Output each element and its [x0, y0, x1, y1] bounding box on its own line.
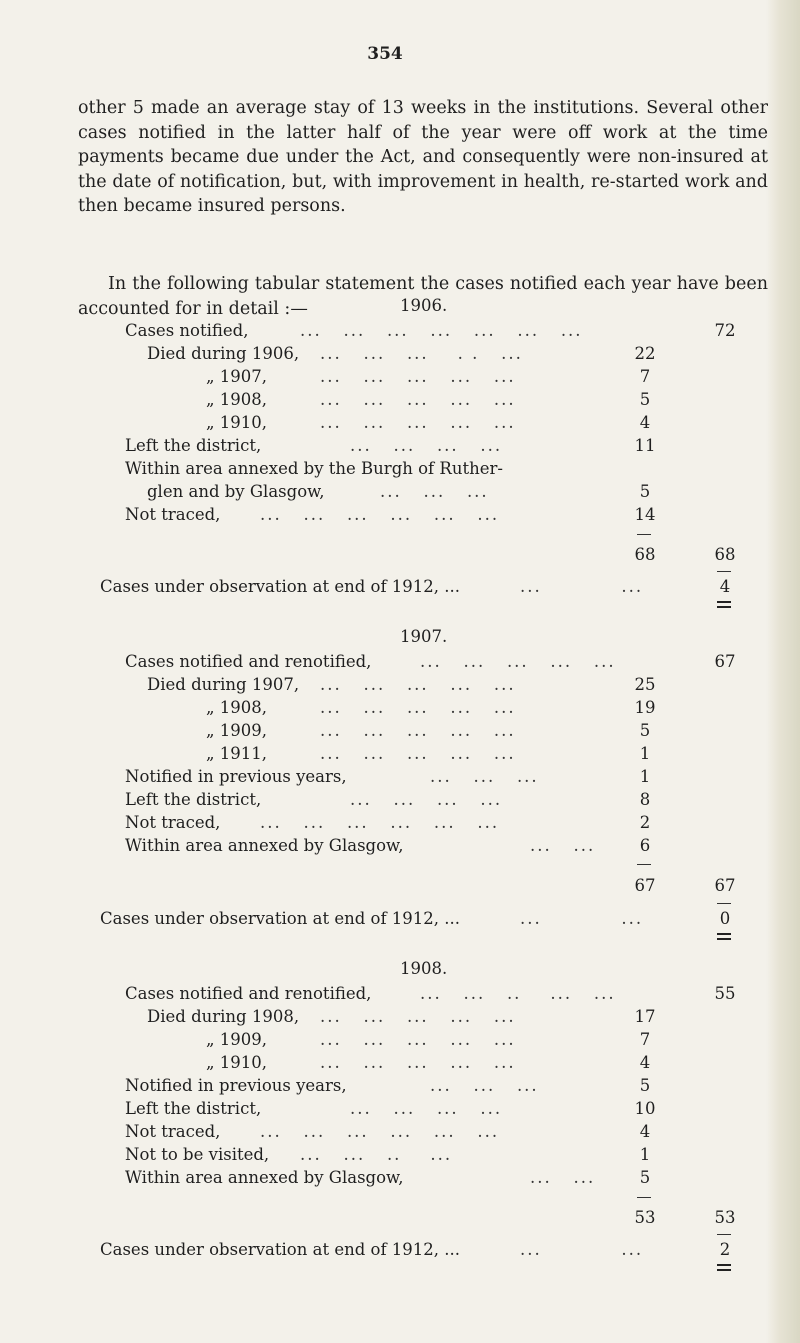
row-label: Not traced,: [125, 1122, 221, 1141]
row-label: Notified in previous years,: [125, 1076, 347, 1095]
notified-label: Cases notified,: [125, 321, 249, 340]
notified-row: Cases notified and renotified, ... ... .. ... ... 55: [0, 984, 800, 1006]
table-row: Within area annexed by Glasgow, ... ... 6: [0, 836, 800, 858]
table-row: Died during 1907, ... ... ... ... ... 25: [0, 675, 800, 697]
table-row: Died during 1906, ... ... ... . . ... 22: [0, 344, 800, 366]
table-row: Not traced, ... ... ... ... ... ... 14: [0, 505, 800, 527]
notified-row: Cases notified and renotified, ... ... ... ... ... 67: [0, 652, 800, 674]
page-number: 354: [367, 44, 403, 64]
subtotal-rule: [637, 1197, 651, 1198]
under-observation-row: Cases under observation at end of 1912, ... ... ... 2: [0, 1240, 800, 1262]
notified-label: Cases notified and renotified,: [125, 652, 372, 671]
row-label: „ 1910,: [206, 1053, 268, 1072]
row-value: 11: [634, 436, 656, 455]
total-rule: [717, 903, 731, 904]
subtotal-carried: 67: [714, 876, 736, 895]
notified-label: Cases notified and renotified,: [125, 984, 372, 1003]
row-label: „ 1907,: [206, 367, 268, 386]
row-value: 7: [639, 367, 651, 386]
table-row: „ 1908, ... ... ... ... ... 19: [0, 698, 800, 720]
row-label: „ 1910,: [206, 413, 268, 432]
row-label: Notified in previous years,: [125, 767, 347, 786]
table-row: „ 1909, ... ... ... ... ... 5: [0, 721, 800, 743]
row-label: Left the district,: [125, 436, 262, 455]
notified-total: 67: [714, 652, 736, 671]
row-value: 4: [639, 1122, 651, 1141]
row-label: Died during 1908,: [147, 1007, 300, 1026]
table-row: Left the district, ... ... ... ... 11: [0, 436, 800, 458]
row-label: Died during 1907,: [147, 675, 300, 694]
row-label: Not to be visited,: [125, 1145, 270, 1164]
under-observation-value: 4: [719, 577, 731, 596]
row-value: 4: [639, 1053, 651, 1072]
row-value: 1: [639, 767, 651, 786]
under-observation-value: 2: [719, 1240, 731, 1259]
row-value: 2: [639, 813, 651, 832]
row-label: Not traced,: [125, 505, 221, 524]
subtotal-value: 53: [634, 1208, 656, 1227]
under-observation-row: Cases under observation at end of 1912, ... ... ... 4: [0, 577, 800, 599]
row-label: Left the district,: [125, 1099, 262, 1118]
row-label: „ 1909,: [206, 721, 268, 740]
table-row: Not traced, ... ... ... ... ... ... 4: [0, 1122, 800, 1144]
row-value: 25: [634, 675, 656, 694]
row-label: Left the district,: [125, 790, 262, 809]
row-value: 1: [639, 1145, 651, 1164]
row-label: „ 1909,: [206, 1030, 268, 1049]
table-row: „ 1910, ... ... ... ... ... 4: [0, 1053, 800, 1075]
row-value: 6: [639, 836, 651, 855]
row-label: Within area annexed by Glasgow,: [125, 836, 404, 855]
notified-total: 55: [714, 984, 736, 1003]
row-label: „ 1908,: [206, 698, 268, 717]
table-row: Within area annexed by Glasgow, ... ... 5: [0, 1168, 800, 1190]
subtotal-row: [0, 876, 800, 898]
subtotal-value: 67: [634, 876, 656, 895]
under-observation-value: 0: [719, 909, 731, 928]
row-value: 1: [639, 744, 651, 763]
row-value: 5: [639, 390, 651, 409]
subtotal-row: [0, 545, 800, 567]
total-rule: [717, 571, 731, 572]
table-row: „ 1909, ... ... ... ... ... 7: [0, 1030, 800, 1052]
row-value: 5: [639, 482, 651, 501]
row-label: „ 1911,: [206, 744, 268, 763]
row-value: 5: [639, 1168, 651, 1187]
table-row: Left the district, ... ... ... ... 10: [0, 1099, 800, 1121]
row-label: glen and by Glasgow,: [147, 482, 325, 501]
table-row: „ 1910, ... ... ... ... ... 4: [0, 413, 800, 435]
under-observation-label: Cases under observation at end of 1912, ...: [100, 909, 461, 928]
row-value: 22: [634, 344, 656, 363]
row-label: „ 1908,: [206, 390, 268, 409]
double-rule: [717, 601, 731, 608]
under-observation-row: Cases under observation at end of 1912, ... ... ... 0: [0, 909, 800, 931]
table-row: glen and by Glasgow, ... ... ... 5: [0, 482, 800, 504]
row-value: 8: [639, 790, 651, 809]
year-heading: 1906.: [400, 296, 448, 315]
row-label: Within area annexed by Glasgow,: [125, 1168, 404, 1187]
double-rule: [717, 933, 731, 940]
table-row: [0, 459, 800, 481]
notified-row: Cases notified, ... ... ... ... ... ... ... 72: [0, 321, 800, 343]
total-rule: [717, 1234, 731, 1235]
notified-total: 72: [714, 321, 736, 340]
double-rule: [717, 1264, 731, 1271]
table-row: Not to be visited, ... ... .. ... 1: [0, 1145, 800, 1167]
row-value: 17: [634, 1007, 656, 1026]
row-value: 10: [634, 1099, 656, 1118]
row-value: 14: [634, 505, 656, 524]
row-value: 7: [639, 1030, 651, 1049]
table-row: „ 1907, ... ... ... ... ... 7: [0, 367, 800, 389]
subtotal-rule: [637, 864, 651, 865]
table-row: „ 1908, ... ... ... ... ... 5: [0, 390, 800, 412]
paragraph-tabular-intro: In the following tabular statement the cases notified each year have been accounted for in detail :—: [78, 274, 768, 319]
table-row: Notified in previous years, ... ... ... 1: [0, 767, 800, 789]
row-label: Within area annexed by the Burgh of Ruther-: [125, 459, 503, 478]
table-row: Not traced, ... ... ... ... ... ... 2: [0, 813, 800, 835]
year-heading: 1908.: [400, 959, 448, 978]
row-value: 5: [639, 1076, 651, 1095]
subtotal-value: 68: [634, 545, 656, 564]
subtotal-rule: [637, 534, 651, 535]
under-observation-label: Cases under observation at end of 1912, ...: [100, 1240, 461, 1259]
row-label: Died during 1906,: [147, 344, 300, 363]
subtotal-carried: 53: [714, 1208, 736, 1227]
table-row: Left the district, ... ... ... ... 8: [0, 790, 800, 812]
row-label: Not traced,: [125, 813, 221, 832]
row-value: 5: [639, 721, 651, 740]
year-heading: 1907.: [400, 627, 448, 646]
paragraph-continued: other 5 made an average stay of 13 weeks in the institutions. Several other cases notified in the latter half of the year were off work at the time payments became due under the Act, and consequently were non-insured at the date of notification, but, with improvement in health, re-started work and then became insured persons.: [78, 98, 768, 216]
subtotal-row: [0, 1208, 800, 1230]
table-row: Notified in previous years, ... ... ... 5: [0, 1076, 800, 1098]
subtotal-carried: 68: [714, 545, 736, 564]
row-value: 19: [634, 698, 656, 717]
table-row: „ 1911, ... ... ... ... ... 1: [0, 744, 800, 766]
under-observation-label: Cases under observation at end of 1912, ...: [100, 577, 461, 596]
table-row: Died during 1908, ... ... ... ... ... 17: [0, 1007, 800, 1029]
row-value: 4: [639, 413, 651, 432]
